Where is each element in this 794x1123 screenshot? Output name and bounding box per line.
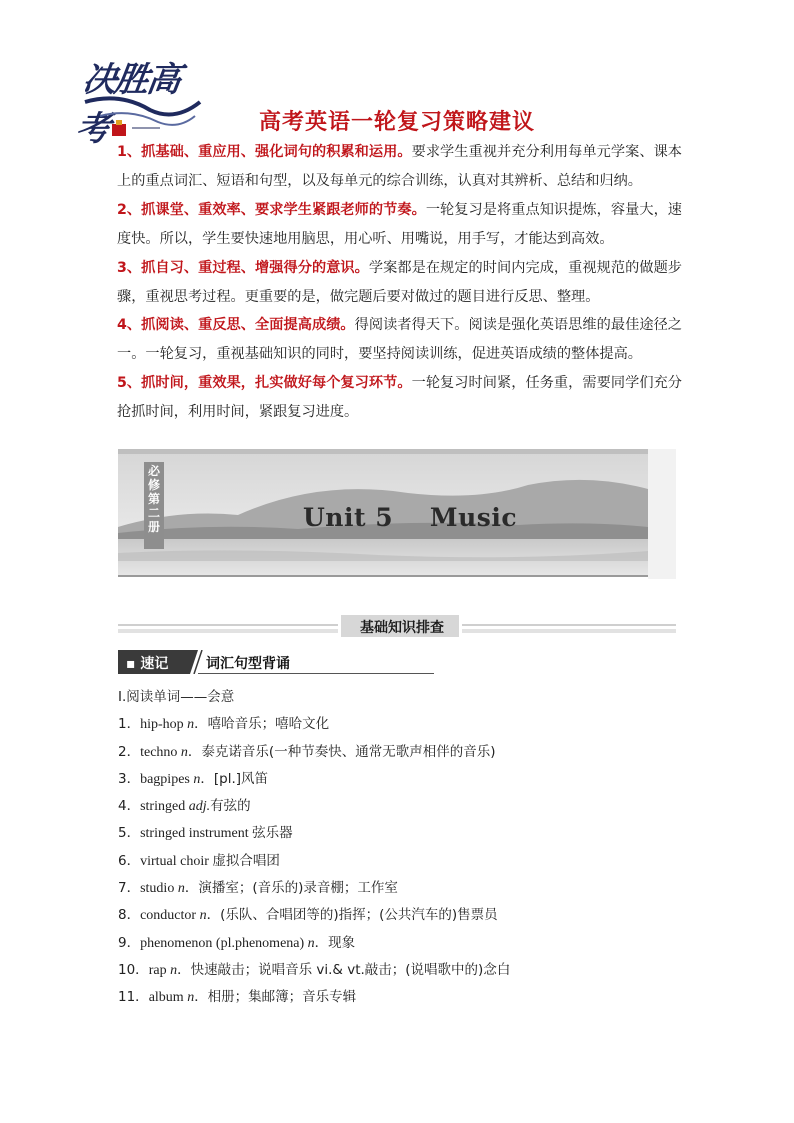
unit-title: Unit 5 Music <box>303 503 518 532</box>
sub-header <box>118 650 434 674</box>
tip-4: 4、抓阅读、重反思、全面提高成绩。得阅读者得天下。阅读是强化英语思维的最佳途径之一。一轮复习，重视基础知识的同时，要坚持阅读训练，促进英语成绩的整体提高。 <box>117 317 682 363</box>
tip-3: 3、抓自习、重过程、增强得分的意识。学案都是在规定的时间内完成，重视规范的做题步骤，重视思考过程。更重要的是，做完题后要对做过的题目进行反思、整理。 <box>117 259 682 305</box>
sub-header-tag-text: ▪ 速记 <box>126 656 169 672</box>
list-item: 11．album n．相册；集邮簿；音乐专辑 <box>118 989 357 1006</box>
list-item: 5．stringed instrument 弦乐器 <box>118 825 293 842</box>
sub-header-underline <box>198 673 434 674</box>
section-title: 基础知识排查 <box>360 620 444 636</box>
list-item: 8．conductor n．(乐队、合唱团等的)指挥；(公共汽车的)售票员 <box>118 907 498 924</box>
list-item: 4．stringed adj.有弦的 <box>118 798 251 815</box>
slash-divider-icon <box>188 650 208 674</box>
list-item: 6．virtual choir 虚拟合唱团 <box>118 852 280 869</box>
sub-header-tag <box>118 650 188 674</box>
tip-5: 5、抓时间，重效果，扎实做好每个复习环节。一轮复习时间紧，任务重，需要同学们充分抢抓时间，利用时间，紧跟复习进度。 <box>117 375 682 421</box>
section-bar <box>118 615 676 639</box>
tip-1: 1、抓基础、重应用、强化词句的积累和运用。要求学生重视并充分利用每单元学案、课本上的重点词汇、短语和句型，以及每单元的综合训练，认真对其辨析、总结和归纳。 <box>117 144 682 189</box>
list-item: 7．studio n．演播室；(音乐的)录音棚；工作室 <box>118 880 398 897</box>
sub-header-label: 词汇句型背诵 <box>206 656 290 672</box>
list-item: 2．techno n．泰克诺音乐(一种节奏快、通常无歌声相伴的音乐) <box>118 743 496 760</box>
vocab-heading: Ⅰ.阅读单词——会意 <box>118 689 235 705</box>
list-item: 1．hip-hop n．嘻哈音乐；嘻哈文化 <box>118 716 330 733</box>
strategy-tips <box>117 138 682 427</box>
tip-2: 2、抓课堂、重效率、要求学生紧跟老师的节奏。一轮复习是将重点知识提炼，容量大，速度快。所以，学生要快速地用脑思，用心听、用嘴说，用手写，才能达到高效。 <box>117 201 682 247</box>
logo-text: 决胜高考 <box>73 60 182 149</box>
list-item: 9．phenomenon (pl.phenomena) n．现象 <box>118 934 356 951</box>
document-title: 高考英语一轮复习策略建议 <box>258 110 535 135</box>
list-item: 3．bagpipes n．[pl.]风笛 <box>118 770 269 787</box>
vocab-list <box>118 684 678 1012</box>
list-item: 10．rap n．快速敲击；说唱音乐 vi.& vt.敲击；(说唱歌中的)念白 <box>118 961 511 978</box>
unit-banner <box>118 449 676 579</box>
banner-side-label: 必修第二册 <box>144 462 164 549</box>
